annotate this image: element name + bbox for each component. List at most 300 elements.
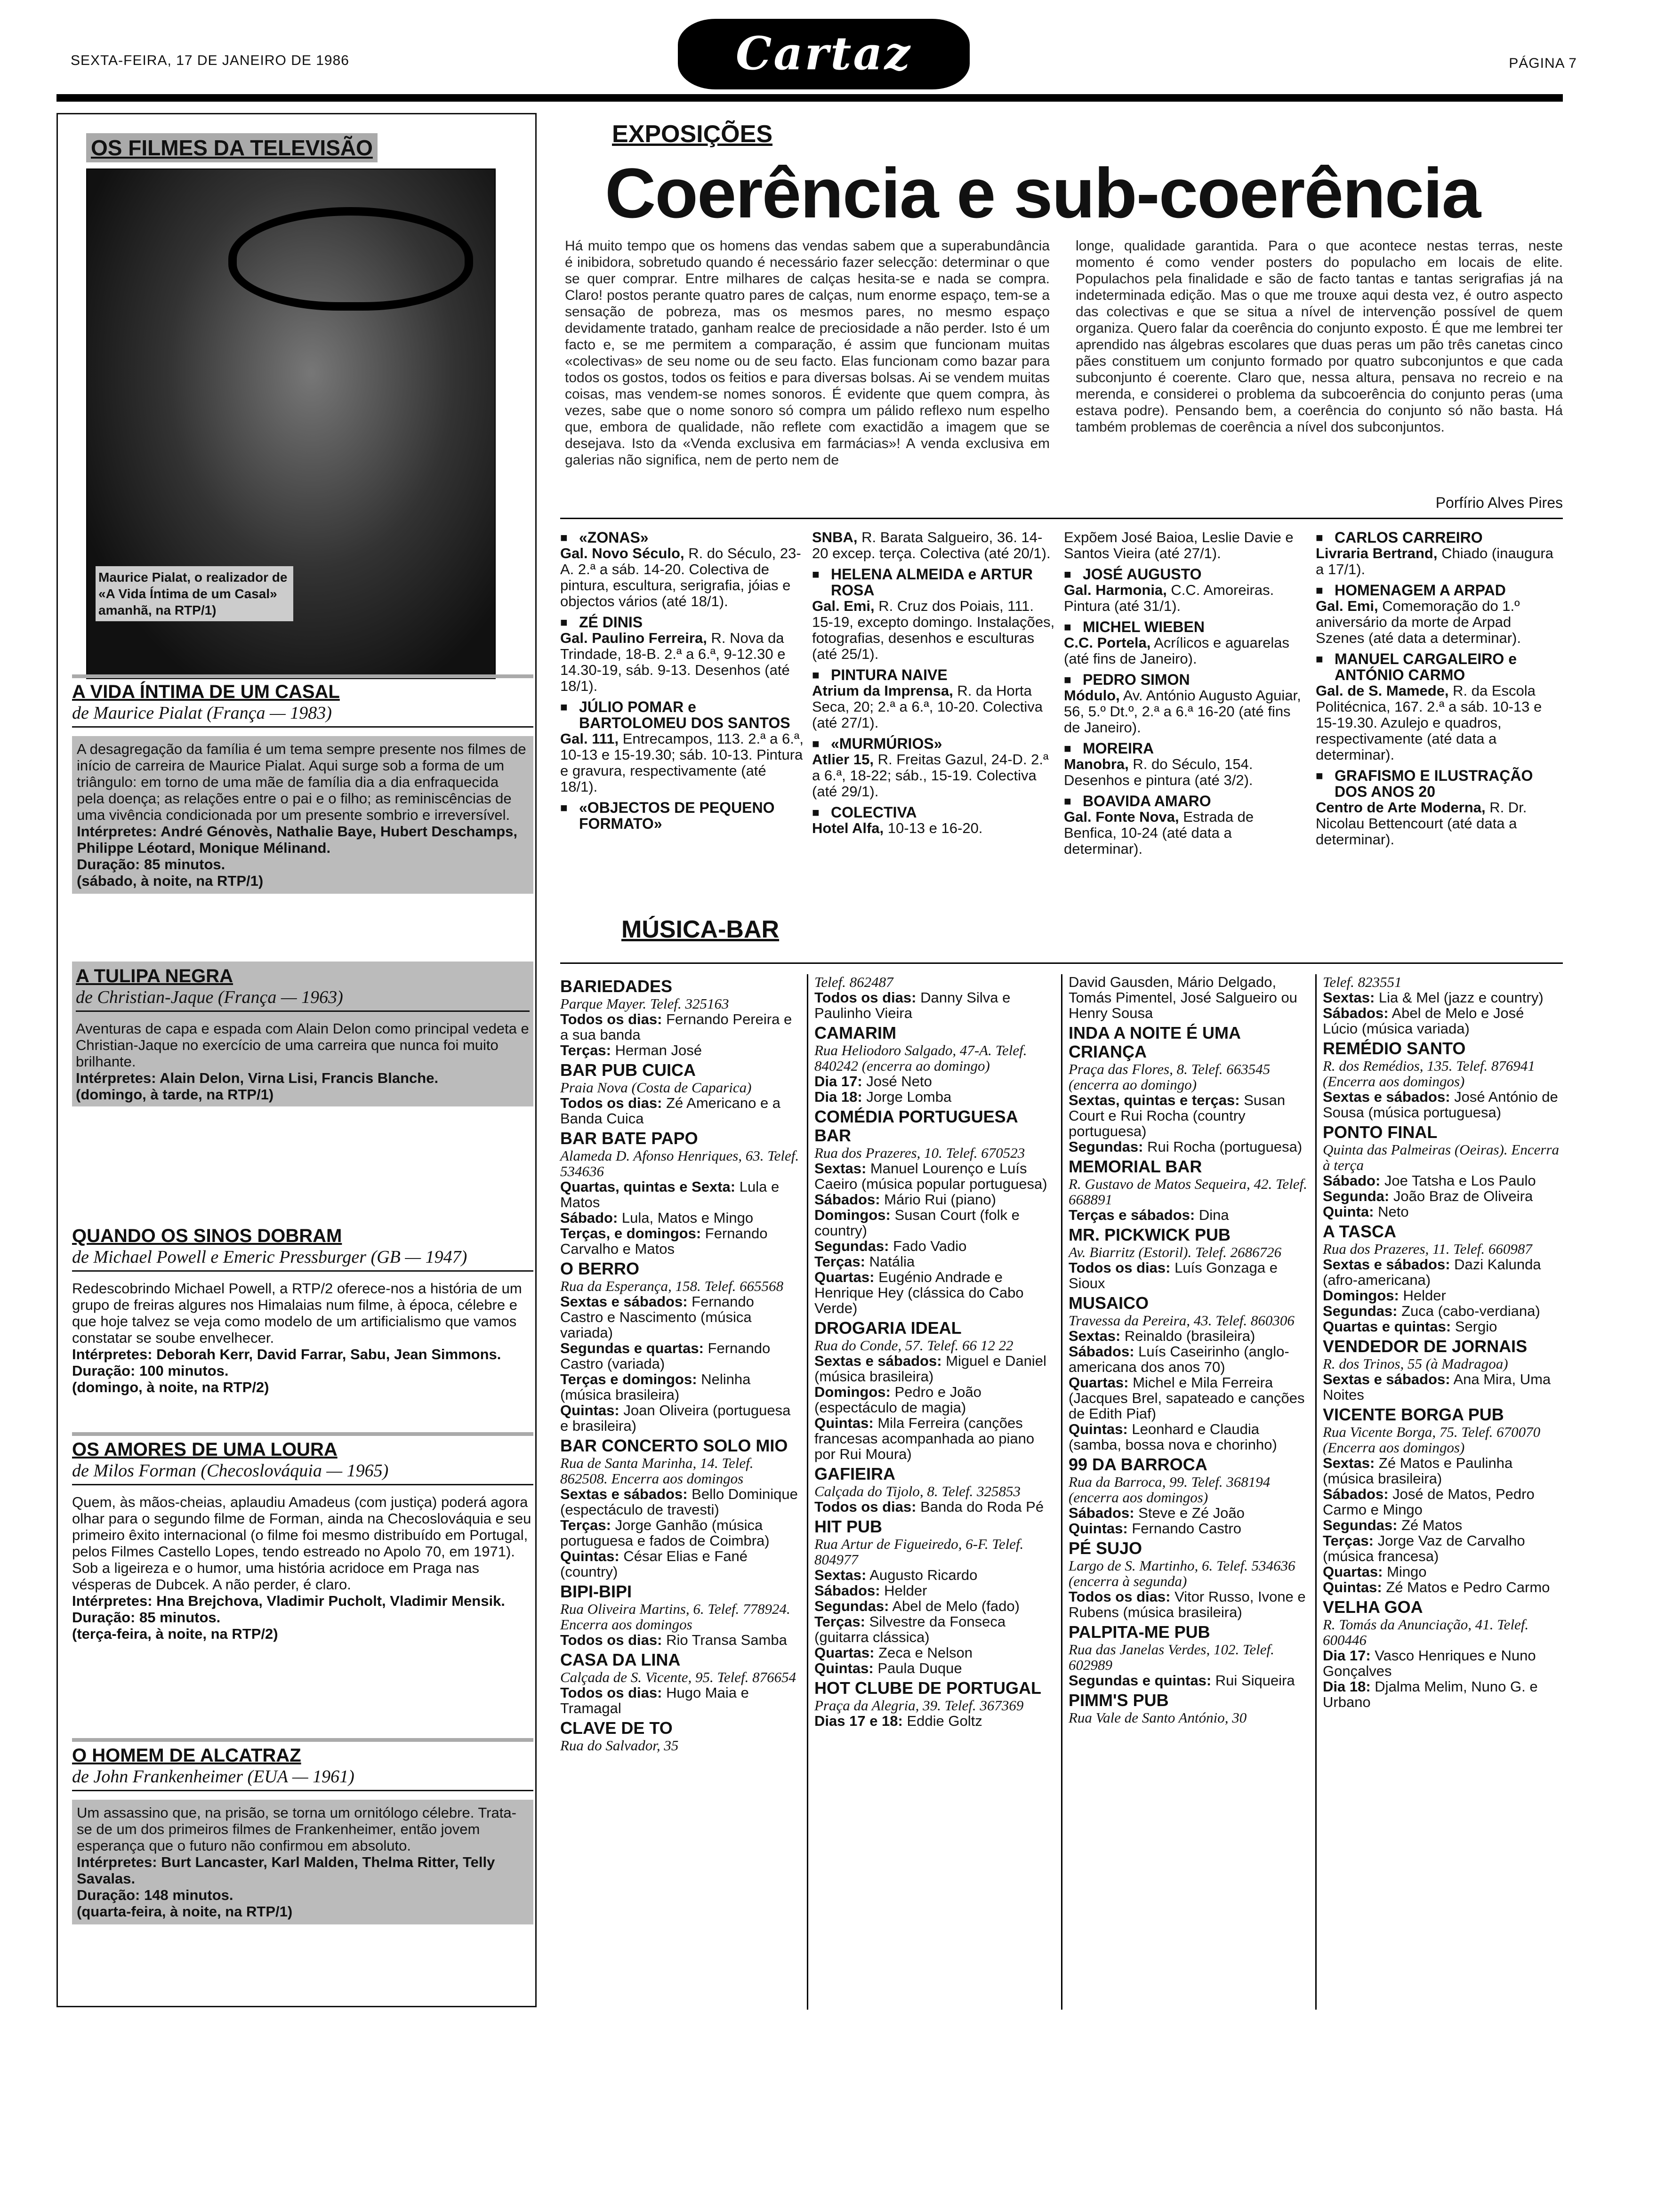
venue-address: Largo de S. Martinho, 6. Telef. 534636 (encerra à segunda) [1069,1557,1295,1589]
schedule-day: Quintas: [1069,1421,1128,1437]
listing-info: R. Freitas Gazul, 24-D. 2.ª a 6.ª, 18-22; sáb., 15-19. Colectiva (até 29/1). [812,751,1049,800]
listing-details [560,731,805,795]
listing-name: ■ MICHEL WIEBEN [1064,619,1309,635]
venue-column [1069,974,1309,1725]
listing-name: ■ PINTURA NAIVE [812,667,1057,683]
venue-schedule [814,1089,1054,1105]
schedule-day: Quartas: [1323,1563,1383,1580]
listing-info: 10-13 e 16-20. [887,820,983,836]
schedule-act: Lia & Mel (jazz e country) [1378,989,1544,1006]
venue-name: PIMM'S PUB [1069,1691,1169,1710]
film-when: (domingo, à tarde, na RTP/1) [76,1086,274,1103]
schedule-day: Domingos: [814,1207,891,1223]
venue-schedule [1323,1204,1563,1219]
venue-schedule [560,1340,800,1371]
listing-column [812,529,1057,841]
venue-address: Praia Nova (Costa de Caparica) [560,1079,752,1096]
venue-address: Rua Vicente Borga, 75. Telef. 670070 (Encerra aos domingos) [1323,1424,1541,1456]
venue-schedule [560,1042,800,1058]
schedule-day: Segunda: [1323,1188,1390,1204]
venue-address: Rua dos Prazeres, 10. Telef. 670523 [814,1145,1025,1161]
schedule-act: Jorge Ganhão (música portuguesa e fados de Coimbra) [560,1517,770,1549]
listing-details [812,820,1057,836]
listing-place: Atrium da Imprensa, [812,682,953,699]
listing-item [1064,672,1309,736]
schedule-day: Sábados: [1323,1486,1389,1502]
schedule-day: Dias 17 e 18: [814,1713,903,1729]
schedule-act: Rui Rocha (portuguesa) [1147,1138,1303,1155]
schedule-day: Todos os dias: [560,1095,662,1111]
listing-place: Gal. Emi, [812,598,875,614]
venue-name: BAR BATE PAPO [560,1129,698,1148]
schedule-act: Zeca e Nelson [878,1644,973,1661]
schedule-act: Mário Rui (piano) [884,1191,996,1208]
venue-schedule [560,1210,800,1226]
film-bar [72,1432,533,1436]
venue-schedule [1069,1521,1309,1536]
venue-schedule [1323,1486,1563,1517]
schedule-act: Mingo [1387,1563,1427,1580]
venue-entry [560,1129,800,1257]
schedule-act: Banda do Roda Pé [920,1499,1044,1515]
listing-info: R. do Século, 23-A. 2.ª a sáb. 14-20. Colectiva de pintura, escultura, serigrafia, jóias e objectos vários (até 18/1). [560,545,801,609]
venue-name: PALPITA-ME PUB [1069,1622,1210,1642]
venue-name: MEMORIAL BAR [1069,1157,1202,1176]
schedule-act: Lula, Matos e Mingo [621,1210,754,1226]
schedule-day: Sextas e sábados: [560,1293,688,1310]
venue-entry [1069,1691,1309,1725]
listing-details [1064,635,1309,667]
film-cast: Intérpretes: André Génovès, Nathalie Baye, Hubert Deschamps, Philippe Léotard, Monique Mélinand. [77,823,518,856]
venue-schedule [1069,974,1309,1021]
listing-details [1316,598,1560,646]
listing-info: Chiado (inaugura a 17/1). [1316,545,1553,577]
schedule-day: Terças e sábados: [1069,1207,1195,1223]
column-divider [807,974,808,2010]
schedule-day: Sábado: [560,1210,618,1226]
venue-address: R. dos Remédios, 135. Telef. 876941 (Encerra aos domingos) [1323,1058,1535,1090]
schedule-act: Fernando Carvalho e Matos [560,1225,768,1257]
schedule-day: Sextas: [1323,1455,1375,1471]
venue-name: COMÉDIA PORTUGUESA BAR [814,1107,1018,1145]
film-bar [72,1738,533,1742]
film-synopsis-box [72,1800,533,1924]
venue-entry [1069,974,1309,1021]
listing-item [1064,793,1309,857]
venue-schedule [1069,1421,1309,1452]
page-number: PÁGINA 7 [1509,56,1577,71]
venue-schedule [1069,1092,1309,1139]
listing-place: Manobra, [1064,756,1129,772]
venue-schedule [1069,1260,1309,1291]
listing-details [812,598,1057,662]
film-title: A TULIPA NEGRA [76,966,233,986]
listing-details [1064,529,1309,561]
venue-name: CAMARIM [814,1023,896,1042]
listings-rule [560,518,1563,519]
listing-name: ■ CARLOS CARREIRO [1316,529,1560,545]
film-entry [72,1225,533,1395]
venue-schedule [1323,1455,1563,1486]
listing-place: Gal. Emi, [1316,598,1378,614]
schedule-day: Sextas e sábados: [814,1353,942,1369]
schedule-day: Sextas: [814,1160,867,1177]
venue-schedule [1069,1139,1309,1154]
listing-place: Livraria Bertrand, [1316,545,1438,561]
schedule-day: Dia 18: [1323,1678,1371,1695]
film-title: A VIDA ÍNTIMA DE UM CASAL [72,681,340,702]
listing-details [1064,582,1309,614]
schedule-day: Dia 17: [814,1073,862,1090]
listing-item [812,804,1057,836]
schedule-day: Quinta: [1323,1203,1374,1220]
film-when: (sábado, à noite, na RTP/1) [77,873,264,889]
listing-name: ■ COLECTIVA [812,804,1057,820]
listing-info: R. da Horta Seca, 20; 2.ª a 6.ª, 10-20. Colectiva (até 27/1). [812,682,1043,731]
schedule-act: Michel e Mila Ferreira (Jacques Brel, sapateado e canções de Edith Piaf) [1069,1374,1305,1422]
listing-item [812,566,1057,662]
venue-schedule [560,1486,800,1517]
venue-address: R. dos Trinos, 55 (à Madragoa) [1323,1355,1508,1372]
schedule-act: Bello Dominique (espectáculo de travesti) [560,1486,798,1518]
listing-item [560,614,805,694]
listing-column [1316,529,1560,852]
venue-address: R. Tomás da Anunciação, 41. Telef. 600446 [1323,1616,1529,1648]
schedule-act: Joe Tatsha e Los Paulo [1384,1172,1536,1189]
venue-entry [1069,1623,1309,1688]
schedule-day: Dia 17: [1323,1647,1371,1664]
schedule-day: Quartas, quintas e Sexta: [560,1178,736,1195]
venue-entry [560,1436,800,1579]
schedule-day: Quintas: [1069,1520,1128,1537]
schedule-day: Segundas: [814,1238,889,1254]
schedule-act: Sergio [1455,1318,1497,1335]
listing-item [1064,529,1309,561]
venue-address: Rua do Salvador, 35 [560,1737,679,1754]
listing-place: Gal. 111, [560,730,619,747]
venue-schedule [814,1161,1054,1192]
venue-address: R. Gustavo de Matos Sequeira, 42. Telef. 668891 [1069,1176,1307,1208]
listing-name: ■ HOMENAGEM A ARPAD [1316,582,1560,598]
schedule-act: Fernando Pereira e a sua banda [560,1011,792,1043]
film-duration: Duração: 148 minutos. [77,1887,233,1903]
schedule-act: Vasco Henriques e Nuno Gonçalves [1323,1647,1536,1679]
venue-address: Rua Artur de Figueiredo, 6-F. Telef. 804977 [814,1536,1024,1568]
schedule-day: Todos os dias: [814,989,917,1006]
schedule-day: Terças, e domingos: [560,1225,701,1242]
venue-name: BAR PUB CUICA [560,1060,696,1080]
venue-schedule [560,1226,800,1257]
venue-name: CASA DA LINA [560,1650,681,1669]
schedule-day: Sextas e sábados: [1323,1256,1450,1273]
listing-details [560,545,805,609]
listing-name: ■ BOAVIDA AMARO [1064,793,1309,809]
listing-info: Estrada de Benfica, 10-24 (até data a determinar). [1064,809,1254,857]
column-divider [1061,974,1062,2010]
schedule-act: Dazi Kalunda (afro-americana) [1323,1256,1541,1288]
schedule-act: Reinaldo (brasileira) [1124,1328,1255,1344]
venue-entry [1069,1157,1309,1223]
article-author: Porfírio Alves Pires [1435,494,1563,511]
venue-schedule [1069,1344,1309,1375]
schedule-day: Sextas: [1069,1328,1121,1344]
schedule-act: Luís Gonzaga e Sioux [1069,1259,1278,1291]
venue-address: Rua da Barroca, 99. Telef. 368194 (encerra aos domingos) [1069,1474,1271,1506]
schedule-act: Fernando Castro (variada) [560,1340,771,1372]
listing-name: ■ «OBJECTOS DE PEQUENO FORMATO» [560,800,805,832]
schedule-day: Segundas: [1323,1517,1398,1533]
film-director: de Michael Powell e Emeric Pressburger (GB — 1947) [72,1247,533,1272]
venue-schedule [1323,1579,1563,1595]
venue-schedule [814,1614,1054,1645]
film-duration: Duração: 100 minutos. [72,1362,229,1379]
listing-name: ■ MOREIRA [1064,740,1309,756]
venue-address: Av. Biarritz (Estoril). Telef. 2686726 [1069,1244,1282,1260]
venue-name: A TASCA [1323,1222,1396,1241]
venue-entry [1323,1222,1563,1334]
column-divider [1315,974,1317,2010]
listing-info: Av. António Augusto Aguiar, 56, 5.º Dt.º, 2.ª a 6.ª 16-20 (até fins de Janeiro). [1064,687,1301,736]
venue-schedule [560,1632,800,1648]
schedule-day: Terças: [560,1042,611,1058]
listing-info: R. Cruz dos Poiais, 111. 15-19, excepto domingo. Instalações, fotografias, desenhos e esculturas (até 25/1). [812,598,1055,662]
venue-entry [560,977,800,1058]
schedule-day: Dia 18: [814,1089,862,1105]
venue-schedule [1323,1188,1563,1204]
venue-name: VICENTE BORGA PUB [1323,1405,1504,1424]
listing-name: ■ «MURMÚRIOS» [812,736,1057,752]
venue-address: Travessa da Pereira, 43. Telef. 860306 [1069,1312,1295,1329]
schedule-act: Zé Matos [1401,1517,1463,1533]
listing-info: Comemoração do 1.º aniversário da morte de Arpad Szenes (até data a determinar). [1316,598,1521,646]
listing-details [1316,800,1560,848]
venue-schedule [814,1074,1054,1089]
venue-entry [1069,1455,1309,1536]
schedule-act: Zuca (cabo-verdiana) [1401,1303,1540,1319]
film-director: de Milos Forman (Checoslováquia — 1965) [72,1460,533,1485]
film-title: QUANDO OS SINOS DOBRAM [72,1226,342,1246]
venue-name: HOT CLUBE DE PORTUGAL [814,1678,1041,1698]
film-when: (terça-feira, à noite, na RTP/2) [72,1626,278,1642]
article-column-1: Há muito tempo que os homens das vendas sabem que a superabundância é inibidora, sobretudo quando é necessário fazer selecção: determinar o que se quer comprar. Entre milhares de calças hesita-se e nada se compra. Claro! postos perante quatro pares de calças, num enorme espaço, tem-se a sensação de pobreza, mas os mesmos pares, no mesmo espaço devidamente tratado, ganham realce de preciosidade a não perder. Isto é um facto e, se me permitem a comparação, é assim que funcionam muitas «colectivas» de seu nome ou de seu facto. Elas funcionam como bazar para todos os gostos, todos os feitios e para diversas bolsas. Ai se vendem muitas coisas, mas vendem-se nomes sonoros. É evidente que quem compra, às vezes, sabe que o nome sonoro só compra um pálido reflexo num espelho que, embora de qualidade, não reflete com exactidão a imagem que se desejava. Isto da «Venda exclusiva em farmácias»! A venda exclusiva em galerias não significa, nem de perto nem de [565,238,1050,468]
film-duration: Duração: 85 minutos. [72,1609,221,1626]
venue-schedule [560,1294,800,1340]
venue-schedule [560,1371,800,1403]
schedule-day: Sábados: [1323,1005,1389,1021]
venue-entry [814,1517,1054,1676]
schedule-act: Fernando Castro e Nascimento (música variada) [560,1293,754,1341]
film-title: O HOMEM DE ALCATRAZ [72,1745,301,1766]
venue-entry [1323,1337,1563,1403]
film-entry [72,1738,533,1924]
venue-schedule [1323,1371,1563,1403]
listing-info: Expõem José Baioa, Leslie Davie e Santos Vieira (até 27/1). [1064,529,1294,561]
venue-schedule [814,990,1054,1021]
venue-schedule [560,1011,800,1042]
schedule-act: Mila Ferreira (canções francesas acompanhada ao piano por Rui Moura) [814,1415,1035,1462]
schedule-act: José Neto [866,1073,932,1090]
schedule-day: Todos os dias: [560,1011,662,1027]
listing-place: C.C. Portela, [1064,634,1151,651]
schedule-act: Vitor Russo, Ivone e Rubens (música brasileira) [1069,1588,1306,1620]
venue-schedule [1323,1288,1563,1303]
venue-schedule [560,1517,800,1548]
venue-entry [560,1582,800,1648]
film-cast: Intérpretes: Deborah Kerr, David Farrar, Sabu, Jean Simmons. [72,1346,501,1362]
schedule-act: César Elias e Fané (country) [560,1548,748,1580]
listing-name: ■ JOSÉ AUGUSTO [1064,566,1309,582]
listing-info: Acrílicos e aguarelas (até fins de Janeiro). [1064,634,1289,667]
schedule-day: Quintas: [814,1660,874,1676]
schedule-day: Sextas: [814,1567,867,1583]
schedule-day: Segundas e quintas: [1069,1672,1212,1689]
listing-place: Hotel Alfa, [812,820,884,836]
venue-name: INDA A NOITE É UMA CRIANÇA [1069,1023,1240,1061]
film-duration: Duração: 85 minutos. [77,856,225,873]
venue-address: Rua Vale de Santo António, 30 [1069,1709,1247,1726]
schedule-act: Manuel Lourenço e Luís Caeiro (música popular portuguesa) [814,1160,1047,1192]
venue-schedule [1069,1589,1309,1620]
venue-schedule [1323,1005,1563,1036]
schedule-day: Terças: [1323,1532,1374,1549]
venue-schedule [814,1192,1054,1207]
film-synopsis: Quem, às mãos-cheias, aplaudiu Amadeus (com justiça) poderá agora olhar para o segundo filme de Forman, ainda na Checoslováquia e seu primeiro êxito internacional (o filme foi mesmo distribuído em Portugal, pelos Filmes Castello Lopes, tendo estreado no Apolo 70, em 1971). Sob a ligeireza e o humor, uma história acridoce em Praga nas vésperas de Dubcek. A não perder, é claro. [72,1494,531,1593]
venue-entry [814,1319,1054,1462]
venue-schedule [560,1179,800,1210]
film-title: OS AMORES DE UMA LOURA [72,1439,338,1460]
venue-entry [814,1465,1054,1515]
venue-column [560,974,800,1753]
venue-name: PÉ SUJO [1069,1539,1142,1558]
venue-entry [1069,1226,1309,1291]
listing-details [1064,688,1309,736]
venue-schedule [1069,1328,1309,1344]
listing-place: Gal. Novo Século, [560,545,684,561]
venue-schedule [814,1713,1054,1729]
listing-details [1316,683,1560,763]
listing-info: R. da Escola Politécnica, 167. 2.ª a sáb. 10-13 e 15-19.30. Azulejo e quadros, respectivamente (até data a determinar). [1316,682,1542,763]
section-musica-bar: MÚSICA-BAR [621,916,780,943]
listing-name: ■ JÚLIO POMAR e BARTOLOMEU DOS SANTOS [560,699,805,731]
venue-address: Telef. 862487 [814,974,893,990]
venue-schedule [1323,1173,1563,1188]
listing-info: R. Nova da Trindade, 18-B. 2.ª a 6.ª, 9-12.30 e 14.30-19, sáb. 9-13. Desenhos (até 18/1). [560,630,790,694]
venue-schedule [560,1548,800,1579]
venue-entry [1323,974,1563,1036]
listing-item [1316,768,1560,848]
exhibition-listings [560,529,1563,897]
schedule-act: Nelinha (música brasileira) [560,1371,751,1403]
venue-entry [560,1719,800,1753]
schedule-day: Sábado: [1323,1172,1381,1189]
venue-schedule [814,1583,1054,1598]
schedule-day: Quintas: [560,1548,619,1564]
schedule-day: Terças: [560,1517,611,1533]
schedule-day: Sextas e sábados: [560,1486,688,1502]
schedule-act: Silvestre da Fonseca (guitarra clássica) [814,1613,1006,1645]
listing-info: R. do Século, 154. Desenhos e pintura (até 3/2). [1064,756,1253,788]
film-synopsis-box [72,736,533,894]
listing-details [812,683,1057,731]
schedule-act: Jorge Lomba [866,1089,952,1105]
listing-name: ■ «ZONAS» [560,529,805,545]
venue-schedule [560,1095,800,1126]
schedule-act: Eddie Goltz [907,1713,982,1729]
schedule-day: Sábados: [1069,1505,1134,1521]
schedule-day: Sábados: [814,1582,880,1599]
listing-item [812,736,1057,800]
schedule-act: Hugo Maia e Tramagal [560,1684,749,1716]
venue-schedule [1323,1257,1563,1288]
venue-schedule [1323,1679,1563,1710]
venue-name: O BERRO [560,1259,640,1278]
listing-item [812,529,1057,561]
venue-schedule [1323,1089,1563,1120]
listing-info: C.C. Amoreiras. Pintura (até 31/1). [1064,582,1274,614]
venue-entry [1323,1598,1563,1710]
schedule-act: Jorge Vaz de Carvalho (música francesa) [1323,1532,1525,1564]
listing-column [1064,529,1309,862]
listing-info: Entrecampos, 113. 2.ª a 6.ª, 10-13 e 15-19.30; sáb. 10-13. Pintura e gravura, respectivamente (até 18/1). [560,730,804,795]
schedule-act: Zé Americano e a Banda Cuica [560,1095,781,1127]
venue-address: Rua Heliodoro Salgado, 47-A. Telef. 840242 (encerra ao domingo) [814,1042,1027,1074]
listing-place: Gal. Harmonia, [1064,582,1167,598]
listing-details [1064,809,1309,857]
venue-schedule [1323,1564,1563,1579]
listing-place: Gal. de S. Mamede, [1316,682,1449,699]
venue-schedule [814,1207,1054,1238]
film-entry [72,962,533,1106]
venue-address: Quinta das Palmeiras (Oeiras). Encerra à terça [1323,1141,1559,1173]
schedule-act: Helder [884,1582,927,1599]
venue-address: Praça das Flores, 8. Telef. 663545 (encerra ao domingo) [1069,1061,1271,1093]
venue-schedule [1323,1648,1563,1679]
schedule-day: Segundas: [1323,1303,1398,1319]
schedule-act: José de Matos, Pedro Carmo e Mingo [1323,1486,1535,1518]
listing-item [560,529,805,609]
listing-details [560,630,805,694]
venue-name: GAFIEIRA [814,1464,896,1483]
venue-address: Rua de Santa Marinha, 14. Telef. 862508. Encerra aos domingos [560,1455,754,1487]
schedule-day: Sextas e sábados: [1323,1089,1450,1105]
venue-entry [560,1651,800,1716]
listing-details [812,752,1057,800]
schedule-day: Sábados: [814,1191,880,1208]
listing-place: Gal. Paulino Ferreira, [560,630,707,646]
listing-item [1064,740,1309,788]
venue-name: REMÉDIO SANTO [1323,1039,1466,1058]
tv-films-sidebar [56,113,537,2007]
venue-schedule [814,1269,1054,1316]
venue-schedule [1323,1533,1563,1564]
venue-address: Rua da Esperança, 158. Telef. 665568 [560,1278,784,1294]
schedule-act: Neto [1378,1203,1409,1220]
schedule-act: Paula Duque [877,1660,962,1676]
schedule-act: Augusto Ricardo [869,1567,978,1583]
venue-name: VELHA GOA [1323,1597,1423,1617]
venue-name: BAR CONCERTO SOLO MIO [560,1436,788,1455]
schedule-act: David Gausden, Mário Delgado, Tomás Pimentel, José Salgueiro ou Henry Sousa [1069,974,1297,1021]
listing-name: ■ GRAFISMO E ILUSTRAÇÃO DOS ANOS 20 [1316,768,1560,800]
schedule-act: Lula e Matos [560,1178,780,1210]
venue-name: BIPI-BIPI [560,1582,632,1601]
venue-address: Calçada de S. Vicente, 95. Telef. 876654 [560,1669,796,1685]
venue-schedule [560,1403,800,1434]
listing-item [1316,651,1560,763]
venue-entry [1323,1405,1563,1595]
schedule-day: Quartas: [1069,1374,1129,1391]
schedule-act: Fado Vadio [893,1238,967,1254]
